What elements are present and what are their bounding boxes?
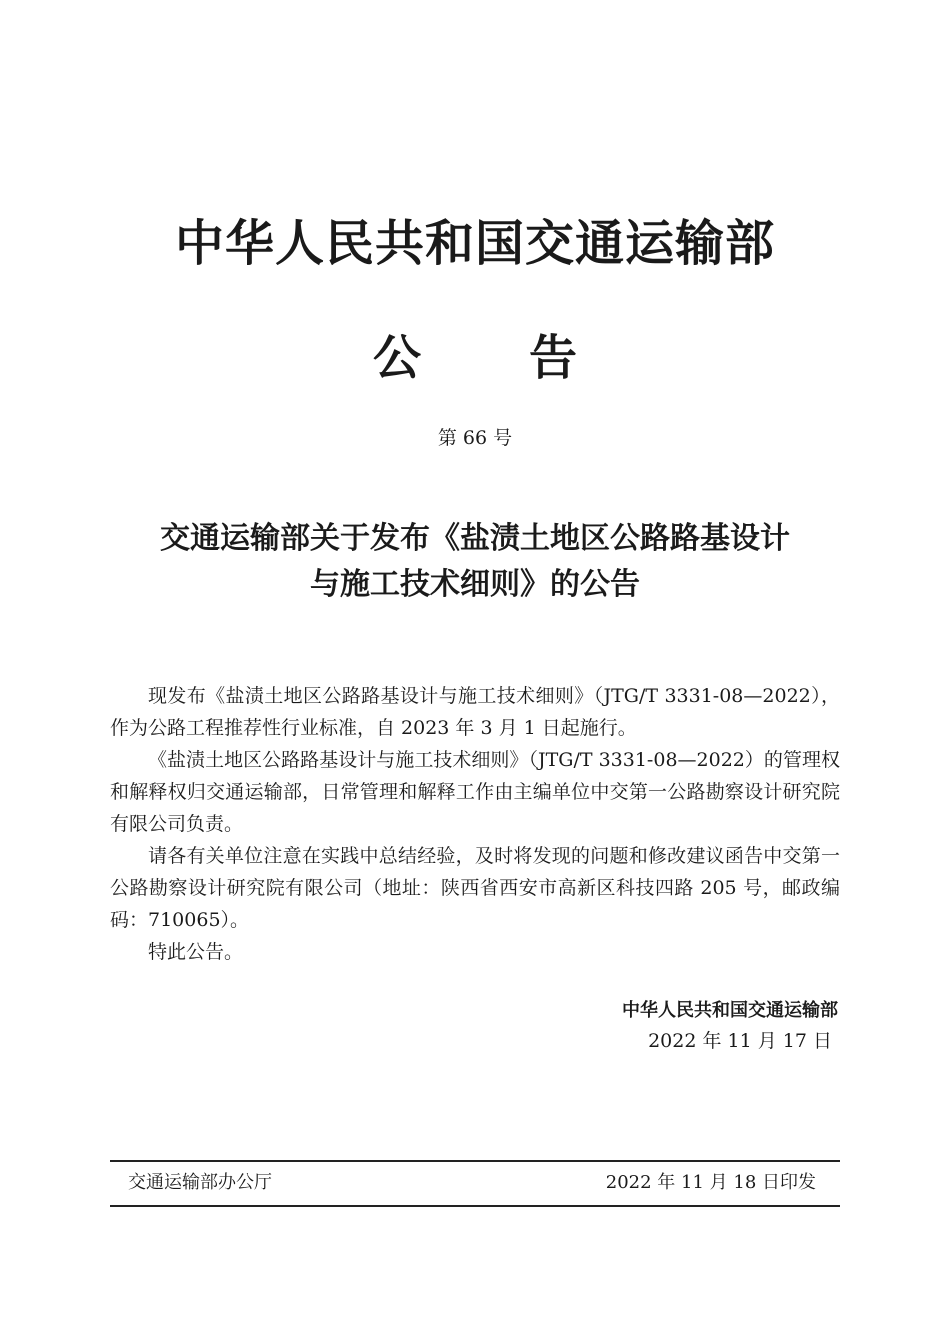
document-type-char-2: 告	[529, 330, 578, 386]
signature-date: 2022 年 11 月 17 日	[648, 1030, 832, 1052]
signature-organization: 中华人民共和国交通运输部	[622, 1000, 838, 1021]
notice-title-line-2: 与施工技术细则》的公告	[310, 567, 640, 602]
signature-block	[622, 996, 838, 1056]
body-paragraph-1: 现发布《盐渍土地区公路路基设计与施工技术细则》（JTG/T 3331-08—2022），作为公路工程推荐性行业标准，自 2023 年 3 月 1 日起施行。	[110, 685, 840, 739]
notice-title-line-1: 交通运输部关于发布《盐渍土地区公路路基设计	[160, 521, 790, 556]
notice-body	[110, 680, 840, 968]
document-type-heading	[0, 326, 950, 390]
footer-print-date: 2022 年 11 月 18 日印发	[605, 1172, 816, 1193]
footer-rule-bottom	[110, 1205, 840, 1207]
notice-title	[100, 516, 850, 608]
body-paragraph-3: 请各有关单位注意在实践中总结经验，及时将发现的问题和修改建议函告中交第一公路勘察设计研究院有限公司（地址：陕西省西安市高新区科技四路 205 号，邮政编码：710065）。	[110, 845, 840, 931]
document-type-char-1: 公	[372, 330, 421, 386]
footer-rule-top	[110, 1160, 840, 1162]
issuer-title: 中华人民共和国交通运输部	[174, 215, 775, 272]
body-paragraph-2: 《盐渍土地区公路路基设计与施工技术细则》（JTG/T 3331-08—2022）的管理权和解释权归交通运输部，日常管理和解释工作由主编单位中交第一公路勘察设计研究院有限公司负责。	[110, 749, 840, 835]
document-number: 第 66 号	[437, 427, 513, 449]
footer-issuing-office: 交通运输部办公厅	[128, 1172, 272, 1193]
body-paragraph-4: 特此公告。	[148, 941, 244, 963]
